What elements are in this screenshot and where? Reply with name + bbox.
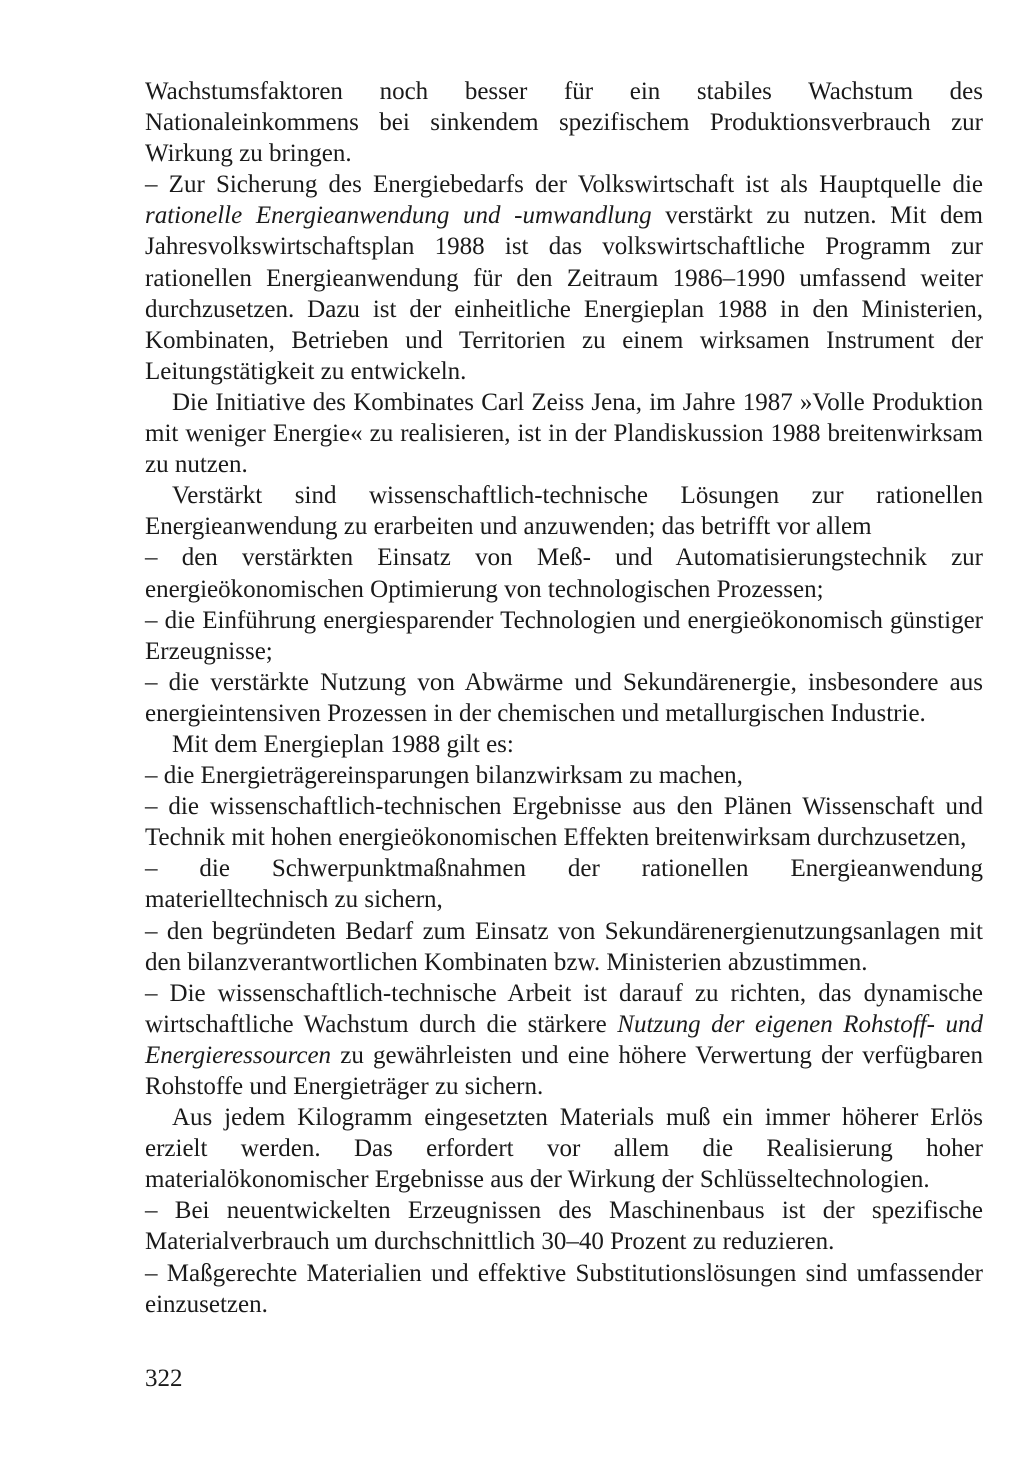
paragraph-continuation: Wachstumsfaktoren noch besser für ein stabiles Wachstum des Nationaleinkommens bei sinkendem spezifischem Produktionsverbrauch zur Wirkung zu bringen. (145, 78, 983, 168)
list-item: – den begründeten Bedarf zum Einsatz von Sekundärenergienutzungsanlagen mit den bilanzverantwortlichen Kombinaten bzw. Ministerien abzustimmen. (145, 917, 983, 976)
paragraph-energy-plan: Mit dem Energieplan 1988 gilt es: (172, 730, 514, 758)
paragraph-raw-materials: – Die wissenschaftlich-technische Arbeit ist darauf zu richten, das dynamische wirtschaftliche Wachstum durch die stärkere Nutzung der eigenen Rohstoff- und Energieressourcen zu gewährleisten und eine höhere Verwertung der verfügbaren Rohstoffe und Energieträger zu sichern. (145, 979, 983, 1100)
paragraph-zeiss-initiative: Die Initiative des Kombinates Carl Zeiss Jena, im Jahre 1987 »Volle Produktion mit weniger Energie« zu realisieren, ist in der Plandiskussion 1988 breitenwirksam zu nutzen. (145, 388, 983, 479)
list-item: – die Einführung energiesparender Technologien und energieökonomisch günstiger Erzeugnisse; (145, 606, 983, 665)
list-item: – Maßgerechte Materialien und effektive Substitutionslösungen sind umfassender einzusetzen. (145, 1259, 983, 1318)
page-body (145, 76, 983, 1320)
paragraph-material-yield: Aus jedem Kilogramm eingesetzten Materials muß ein immer höherer Erlös erzielt werden. Das erfordert vor allem die Realisierung hoher materialökonomischer Ergebnisse aus der Wirkung der Schlüsseltechnologien. (145, 1104, 983, 1194)
paragraph-scientific-solutions: Verstärkt sind wissenschaftlich-technische Lösungen zur rationellen Energieanwendung zu erarbeiten und anzuwenden; das betrifft vor allem (145, 482, 983, 541)
list-item: – die Schwerpunktmaßnahmen der rationellen Energieanwendung materielltechnisch zu sichern, (145, 855, 983, 914)
list-item: – Bei neuentwickelten Erzeugnissen des Maschinenbaus ist der spezifische Materialverbrauch um durchschnittlich 30–40 Prozent zu reduzieren. (145, 1197, 983, 1256)
page-number: 322 (145, 1365, 183, 1392)
emphasis-own-resources: Nutzung der eigenen Rohstoff- und Energieressourcen (145, 1010, 983, 1069)
list-item: – den verstärkten Einsatz von Meß- und Automatisierungstechnik zur energieökonomischen Optimierung von technologischen Prozessen; (145, 544, 983, 603)
emphasis-rational-energy: rationelle Energieanwendung und -umwandlung (145, 202, 652, 230)
list-item: – die Energieträgereinsparungen bilanzwirksam zu machen, (145, 762, 743, 790)
paragraph-energy-demand: – Zur Sicherung des Energiebedarfs der Volkswirtschaft ist als Hauptquelle die rationelle Energieanwendung und -umwandlung verstärkt zu nutzen. Mit dem Jahresvolkswirtschaftsplan 1988 ist das volkswirtschaftliche Programm zur rationellen Energieanwendung für den Zeitraum 1986–1990 umfassend weiter durchzusetzen. Dazu ist der einheitliche Energieplan 1988 in den Ministerien, Kombinaten, Betrieben und Territorien zu einem wirksamen Instrument der Leitungstätigkeit zu entwickeln. (145, 171, 983, 385)
list-item: – die verstärkte Nutzung von Abwärme und Sekundärenergie, insbesondere aus energieintensiven Prozessen in der chemischen und metallurgischen Industrie. (145, 668, 983, 727)
list-item: – die wissenschaftlich-technischen Ergebnisse aus den Plänen Wissenschaft und Technik mit hohen energieökonomischen Effekten breitenwirksam durchzusetzen, (145, 793, 983, 852)
